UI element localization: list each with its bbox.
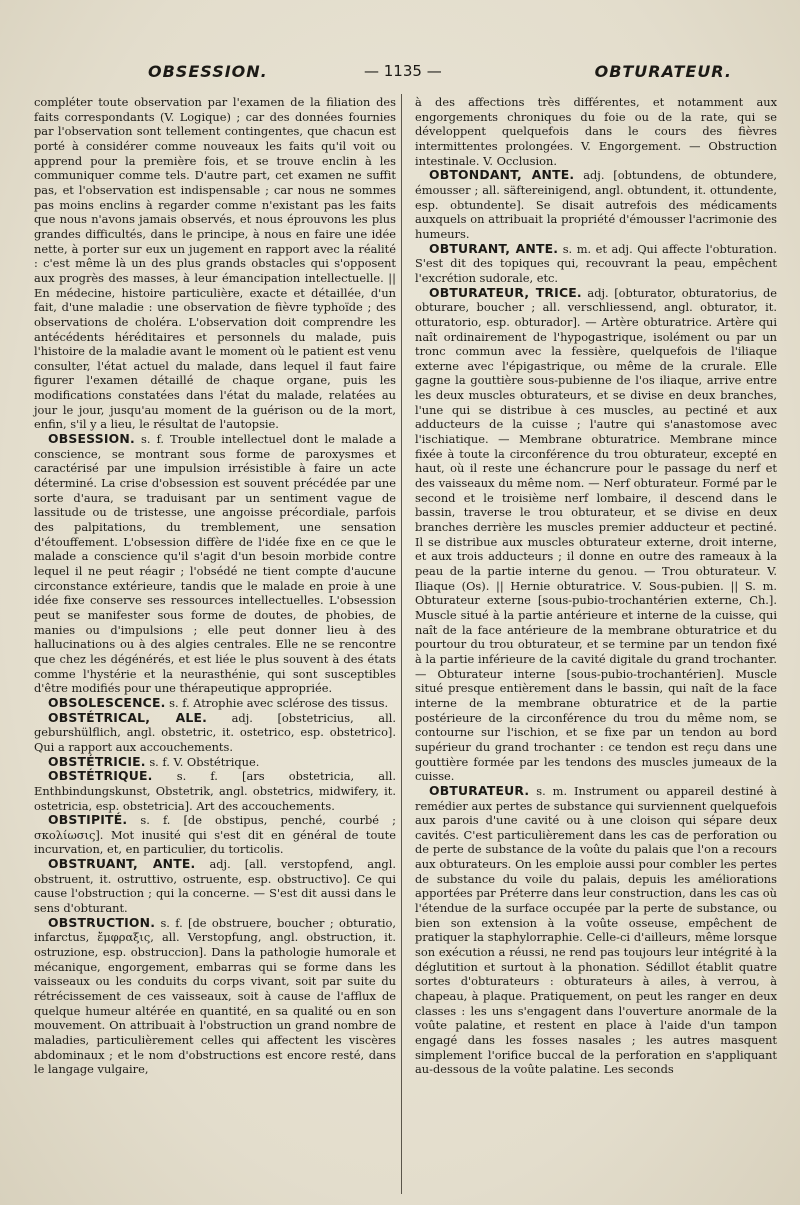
headword: OBSESSION. <box>48 431 135 447</box>
dictionary-entry: OBSTIPITÉ. s. f. [de obstipus, penché, courbé ; σκολίωσις]. Mot inusité qui s'est dit en général de toute incurvation, et, en particulier, du torticolis. <box>34 812 396 857</box>
dictionary-entry: à des affections très différentes, et notamment aux engorgements chroniques du foie ou de la rate, qui se développent quelquefois dans le cours des fièvres intermittentes prolongées. V. Engorgement. — Obstruction intestinale. V. Occlusion. <box>415 95 777 168</box>
dictionary-entry: OBSOLESCENCE. s. f. Atrophie avec sclérose des tissus. <box>48 694 389 710</box>
dictionary-entry: OBTURATEUR. s. m. Instrument ou appareil destiné à remédier aux pertes de substance qui surviennent quelquefois aux parois d'une cavité ou à une cloison qui sépare deux cavités. C'est particulièrement dans les cas de perforation ou de perte de substance de la voûte du palais que l'on a recours aux obturateurs. On les emploie aussi pour combler les pertes de substance du voile du palais, depuis les améliorations apportées par Préterre dans leur construction, dans les cas où l'étendue de la surface occupée par la perte de substance, ou bien son extension à la voûte osseuse, empêchent de pratiquer la staphylorraphie. Celle-ci d'ailleurs, même lorsque son exécution a réussi, ne rend pas toujours leur intégrité à la déglutition et surtout à la phonation. Sédillot établit quatre sortes d'obturateurs : obturateurs à ailes, à verrou, à chapeau, à plaque. Pratiquement, on peut les ranger en deux classes : les uns s'engagent dans l'ouverture anormale de la voûte palatine, et restent en place à l'aide d'un tampon engagé dans les fosses nasales ; les autres masquent simplement l'orifice buccal de la perforation en s'appliquant au-dessous de la voûte palatine. Les seconds <box>415 782 777 1077</box>
dictionary-entry: OBSTRUCTION. s. f. [de obstruere, boucher ; obturatio, infarctus, ἔμφραξις, all. Verstopfung, angl. obstruction, it. ostruzione, esp. obstruccion]. Dans la pathologie humorale et mécanique, engorgement, embarras qui se forme dans les vaisseaux ou les conduits du corps vivant, soit par suite du rétrécissement de ces vaisseaux, soit à cause de l'afflux de quelque humeur altérée en quantité, en sa qualité ou en son mouvement. On attribuait à l'obstruction un grand nombre de maladies, particulièrement celles qui affectent les viscères abdominaux ; et le nom d'obstructions est encore resté, dans le langage vulgaire, <box>34 914 396 1077</box>
header-right-word: OBTURATEUR. <box>594 62 732 81</box>
headword: OBTONDANT, ANTE. <box>429 167 575 183</box>
dictionary-entry: OBSTÉTRICIE. s. f. V. Obstétrique. <box>48 753 260 769</box>
headword: OBSTÉTRICAL, ALE. <box>48 709 208 725</box>
headword: OBTURATEUR, TRICE. <box>429 284 582 300</box>
dictionary-entry: OBSTRUANT, ANTE. adj. [all. verstopfend, angl. obstruent, it. ostruttivo, ostruente, esp. obstructivo]. Ce qui cause l'obstruction ; qui la concerne. — S'est dit aussi dans le sens d'obturant. <box>34 856 396 916</box>
dictionary-entry: OBSTÉTRIQUE. s. f. [ars obstetricia, all. Enthbindungskunst, Obstetrik, angl. obstetrics, midwifery, it. ostetricia, esp. obstetricia]. Art des accouchements. <box>34 768 396 813</box>
left-column <box>34 95 396 1077</box>
dictionary-entry: OBTURANT, ANTE. s. m. et adj. Qui affecte l'obturation. S'est dit des topiques qui, recouvrant la peau, empêchent l'excrétion sudorale, etc. <box>415 240 777 285</box>
dictionary-entry: OBTONDANT, ANTE. adj. [obtundens, de obtundere, émousser ; all. säftereinigend, angl. obtundent, it. ottundente, esp. obtundente]. Se disait autrefois des médicaments auxquels on attribuait la propriété d'émousser l'acrimonie des humeurs. <box>415 167 777 241</box>
headword: OBSOLESCENCE. <box>48 694 166 710</box>
headword: OBTURANT, ANTE. <box>429 240 559 256</box>
running-header <box>30 60 770 86</box>
headword: OBSTÉTRICIE. <box>48 753 146 769</box>
dictionary-entry: OBTURATEUR, TRICE. adj. [obturator, obturatorius, de obturare, boucher ; all. verschliessend, angl. obturator, it. otturatorio, esp. obturador]. — Artère obturatrice. Artère qui naît ordinairement de l'hypogastrique, isolément ou par un tronc commun avec la fessière, quelquefois de l'iliaque externe avec l'épigastrique, ou même de la crurale. Elle gagne la gouttière sous-pubienne de l'os iliaque, arrive entre les deux muscles obturateurs, et se divise en deux branches, l'une qui se distribue à ces muscles, au pectiné et aux adducteurs de la cuisse ; l'autre qui s'anastomose avec l'ischiatique. — Membrane obturatrice. Membrane mince fixée à toute la circonférence du trou obturateur, excepté en haut, où il reste une échancrure pour le passage du nerf et des vaisseaux du même nom. — Nerf obturateur. Formé par le second et le troisième nerf lombaire, il descend dans le bassin, traverse le trou obturateur, et se divise en deux branches derrière les muscles premier adducteur et pectiné. Il se distribue aux muscles obturateur externe, droit interne, et aux trois adducteurs ; il donne en outre des rameaux à la peau de la partie interne du genou. — Trou obturateur. V. Iliaque (Os). || Hernie obturatrice. V. Sous-pubien. || S. m. Obturateur externe [sous-pubio-trochantérien externe, Ch.]. Muscle situé à la partie antérieure et interne de la cuisse, qui naît de la face antérieure de la membrane obturatrice et du pourtour du trou obturateur, et se termine par un tendon fixé à la partie inférieure de la cavité digitale du grand trochanter. — Obturateur interne [sous-pubio-trochantérien]. Muscle situé presque entièrement dans le bassin, qui naît de la face interne de la membrane obturatrice et de la partie postérieure de la circonférence du trou du même nom, se contourne sur l'ischion, et se fixe par un tendon au bord supérieur du grand trochanter : ce tendon est reçu dans une gouttière formée par les tendons des muscles jumeaux de la cuisse. <box>415 284 777 784</box>
dictionary-entry: OBSTÉTRICAL, ALE. adj. [obstetricius, all. geburshülflich, angl. obstetric, it. ostetrico, esp. obstetrico]. Qui a rapport aux accouchements. <box>34 709 396 754</box>
headword: OBSTRUANT, ANTE. <box>48 856 196 872</box>
headword: OBSTÉTRIQUE. <box>48 768 153 784</box>
header-left-word: OBSESSION. <box>148 62 268 81</box>
dictionary-entry: compléter toute observation par l'examen de la filiation des faits correspondants (V. Logique) ; car des données fournies par l'observation sont tellement contingentes, que chacun est porté à considérer comme nouveaux les faits qu'il voit ou apprend pour la première fois, et se trouve enclin à les communiquer comme tels. D'autre part, cet examen ne suffit pas, et l'observation est indispensable ; car nous ne sommes pas moins enclins à regarder comme n'existant pas les faits que nous n'avons jamais observés, et nous éprouvons les plus grandes difficultés, dans le principe, à nous en faire une idée nette, à porter sur eux un jugement en rapport avec la réalité : c'est même là un des plus grands obstacles qui s'opposent aux progrès des masses, à leur émancipation intellectuelle. || En médecine, histoire particulière, exacte et détaillée, d'un fait, d'une maladie : une observation de fièvre typhoïde ; des observations de choléra. L'observation doit comprendre les antécédents héréditaires et personnels du malade, puis l'histoire de la maladie avant le moment où le patient est venu consulter, l'état actuel du malade, dans lequel il faut faire figurer l'examen détaillé de chaque organe, puis les modifications constatées dans l'état du malade, relatées au jour le jour, jusqu'au moment de la guérison ou de la mort, enfin, s'il y a lieu, le résultat de l'autopsie. <box>34 95 396 432</box>
headword: OBSTRUCTION. <box>48 914 156 930</box>
right-column <box>415 95 777 1077</box>
headword: OBSTIPITÉ. <box>48 812 128 828</box>
column-divider <box>401 94 402 1194</box>
headword: OBTURATEUR. <box>429 782 530 798</box>
page-number: — 1135 — <box>364 62 442 80</box>
dictionary-entry: OBSESSION. s. f. Trouble intellectuel dont le malade a conscience, se montrant sous forme de paroxysmes et caractérisé par une impulsion irrésistible à faire un acte déterminé. La crise d'obsession est souvent précédée par une sorte d'aura, se traduisant par un sentiment vague de lassitude ou de tristesse, une angoisse précordiale, parfois des palpitations, du tremblement, une sensation d'étouffement. L'obsession diffère de l'idée fixe en ce que le malade a conscience qu'il s'agit d'un besoin morbide contre lequel il ne peut réagir ; l'obsédé ne tient compte d'aucune circonstance extérieure, tandis que le malade en proie à une idée fixe conserve ses ressources intellectuelles. L'obsession peut se manifester sous forme de doutes, de phobies, de manies ou d'impulsions ; elle peut donner lieu à des hallucinations ou à des algies centrales. Elle ne se rencontre que chez les dégénérés, et est liée le plus souvent à des états comme l'hystérie et la neurasthénie, qui sont susceptibles d'être modifiés pour une thérapeutique appropriée. <box>34 431 396 696</box>
